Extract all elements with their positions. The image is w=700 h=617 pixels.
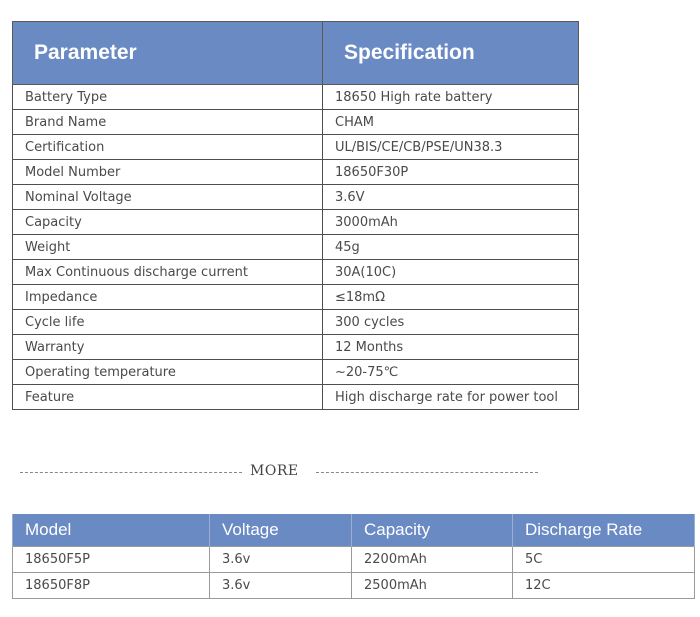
specification-cell: 18650 High rate battery	[323, 85, 579, 110]
table-row	[13, 210, 579, 235]
parameter-cell: Brand Name	[13, 110, 323, 135]
voltage-cell: 3.6v	[210, 547, 352, 573]
parameter-cell: Operating temperature	[13, 360, 323, 385]
specification-cell: 3.6V	[323, 185, 579, 210]
more-divider	[20, 462, 540, 482]
specification-cell: High discharge rate for power tool	[323, 385, 579, 410]
specification-cell: 30A(10C)	[323, 260, 579, 285]
spec-header-specification: Specification	[323, 22, 579, 85]
discharge-rate-cell: 5C	[513, 547, 695, 573]
specification-cell: 18650F30P	[323, 160, 579, 185]
table-row	[13, 185, 579, 210]
specification-cell: 12 Months	[323, 335, 579, 360]
models-header-model: Model	[13, 514, 210, 547]
table-row	[13, 135, 579, 160]
table-row	[13, 260, 579, 285]
table-row	[13, 360, 579, 385]
specification-cell: ≤18mΩ	[323, 285, 579, 310]
parameter-cell: Weight	[13, 235, 323, 260]
capacity-cell: 2500mAh	[352, 573, 513, 599]
model-cell: 18650F8P	[13, 573, 210, 599]
table-row	[13, 310, 579, 335]
parameter-cell: Warranty	[13, 335, 323, 360]
parameter-cell: Capacity	[13, 210, 323, 235]
spec-table	[12, 21, 579, 410]
parameter-cell: Model Number	[13, 160, 323, 185]
table-row	[13, 285, 579, 310]
table-row	[13, 85, 579, 110]
table-row	[13, 547, 695, 573]
table-row	[13, 110, 579, 135]
models-header-discharge-rate: Discharge Rate	[513, 514, 695, 547]
model-cell: 18650F5P	[13, 547, 210, 573]
parameter-cell: Feature	[13, 385, 323, 410]
specification-cell: UL/BIS/CE/CB/PSE/UN38.3	[323, 135, 579, 160]
capacity-cell: 2200mAh	[352, 547, 513, 573]
table-row	[13, 160, 579, 185]
models-header-voltage: Voltage	[210, 514, 352, 547]
voltage-cell: 3.6v	[210, 573, 352, 599]
specification-cell: 300 cycles	[323, 310, 579, 335]
table-row	[13, 573, 695, 599]
parameter-cell: Battery Type	[13, 85, 323, 110]
more-label: MORE	[250, 463, 299, 479]
spec-header-parameter: Parameter	[13, 22, 323, 85]
specification-cell: 45g	[323, 235, 579, 260]
dashed-line-right	[316, 472, 538, 473]
parameter-cell: Max Continuous discharge current	[13, 260, 323, 285]
parameter-cell: Nominal Voltage	[13, 185, 323, 210]
spec-header-row	[13, 22, 579, 85]
models-header-row	[13, 514, 695, 547]
parameter-cell: Impedance	[13, 285, 323, 310]
specification-cell: 3000mAh	[323, 210, 579, 235]
discharge-rate-cell: 12C	[513, 573, 695, 599]
table-row	[13, 235, 579, 260]
parameter-cell: Certification	[13, 135, 323, 160]
table-row	[13, 385, 579, 410]
parameter-cell: Cycle life	[13, 310, 323, 335]
models-header-capacity: Capacity	[352, 514, 513, 547]
models-table	[12, 514, 695, 599]
dashed-line-left	[20, 472, 242, 473]
table-row	[13, 335, 579, 360]
specification-cell: ~20-75℃	[323, 360, 579, 385]
specification-cell: CHAM	[323, 110, 579, 135]
